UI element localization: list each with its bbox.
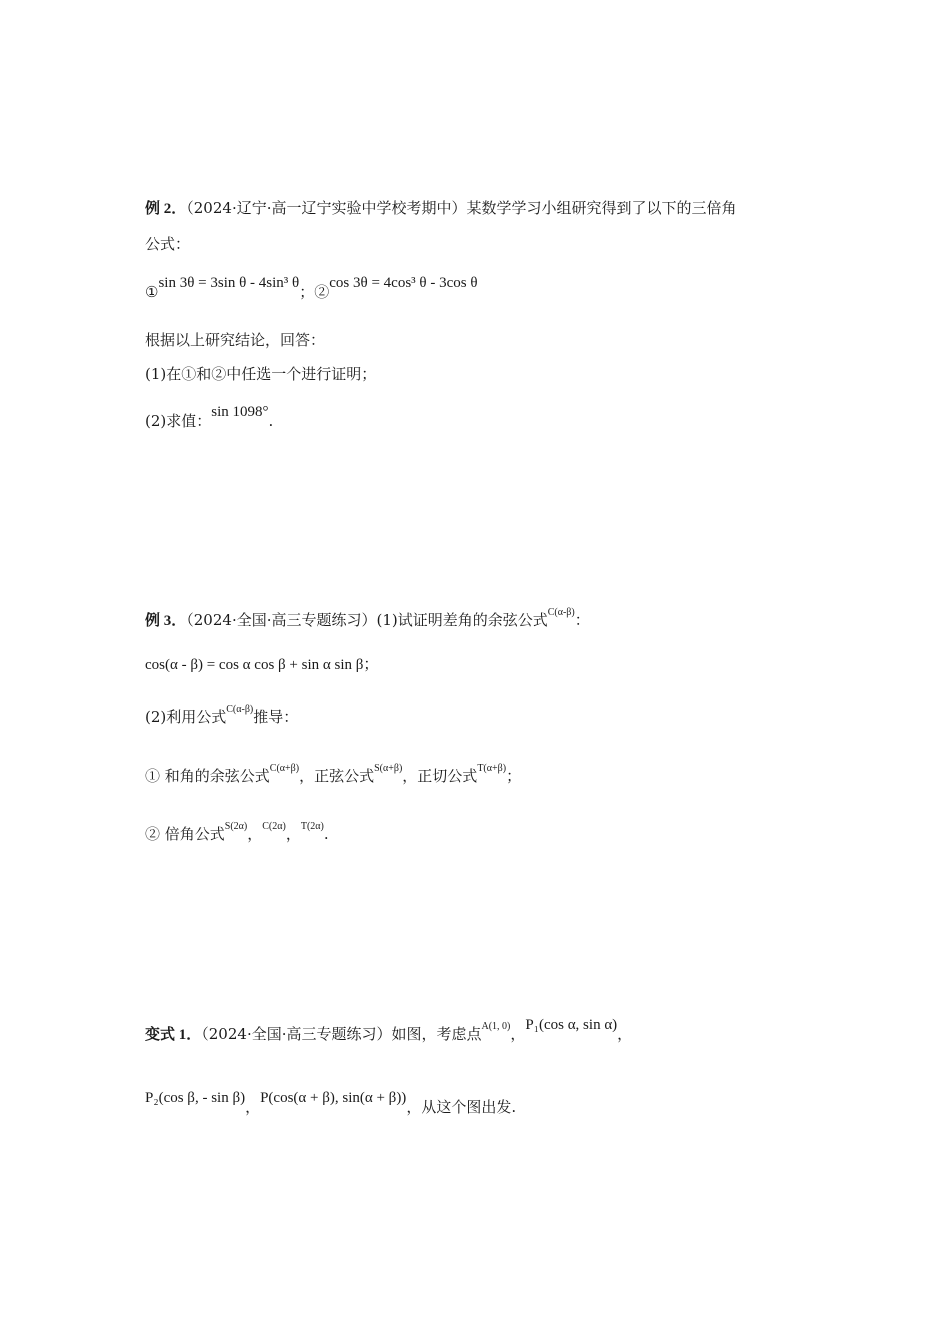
var1-line2 (145, 1090, 517, 1118)
var1-point-p: P(cos(α + β), sin(α + β)) (260, 1090, 407, 1106)
ex3-header (145, 607, 590, 633)
ex3-item2-t: T(2α) (300, 821, 324, 832)
ex2-source-intro: （2024·辽宁·高一辽宁实验中学校考期中）某数学学习小组研究得到了以下的三倍角 (186, 199, 737, 217)
var1-point-a: A(1, 0) (481, 1021, 511, 1032)
ex3-item1-mid2: ，正切公式 (402, 767, 478, 785)
ex3-item1 (145, 763, 522, 789)
ex2-line2: 公式： (145, 235, 191, 253)
var1-comma-1: ， (510, 1025, 526, 1043)
ex3-item2 (145, 821, 329, 847)
ex2-formula1: sin 3θ = 3sin θ - 4sin³ θ (158, 275, 300, 291)
var1-comma-2: ， (617, 1025, 633, 1043)
ex3-c-sub: C(α-β) (547, 607, 575, 618)
ex2-q1: (1)在①和②中任选一个进行证明； (145, 365, 377, 383)
ex3-formula-line (145, 654, 378, 675)
ex3-q2-prefix: (2)利用公式 (145, 708, 227, 726)
ex3-item1-end: ； (506, 767, 522, 785)
ex3-item1-mid1: ，正弦公式 (299, 767, 375, 785)
var1-label: 变式 1． (145, 1027, 202, 1043)
ex3-label: 例 3． (145, 613, 187, 629)
ex3-semicolon: ； (363, 655, 379, 673)
ex2-mark1: ① (145, 283, 159, 301)
ex3-q2-csub: C(α-β) (226, 704, 254, 715)
ex2-sep: ； (299, 283, 315, 301)
ex3-item2-prefix: ② 倍角公式 (145, 825, 225, 843)
ex3-item1-c: C(α+β) (269, 763, 300, 774)
ex3-item1-prefix: ① 和角的余弦公式 (145, 767, 270, 785)
ex2-label: 例 2． (145, 201, 187, 217)
ex2-q2 (145, 404, 274, 432)
ex3-q2-suffix: 推导： (253, 708, 299, 726)
ex2-formulas (145, 275, 478, 303)
ex2-intro: 根据以上研究结论，回答： (145, 331, 326, 349)
var1-point-p2: P₂(cos β, - sin β) (145, 1090, 246, 1106)
ex3-comma-2: ， (285, 825, 301, 843)
ex2-mark2: ② (314, 283, 330, 301)
ex3-item1-t: T(α+β) (477, 763, 507, 774)
ex2-formula2: cos 3θ = 4cos³ θ - 3cos θ (329, 275, 478, 291)
ex3-item1-s: S(α+β) (374, 763, 403, 774)
var1-point-p1: P₁(cos α, sin α) (525, 1017, 618, 1033)
ex3-colon: ： (574, 611, 590, 629)
var1-comma-3: ， (245, 1098, 261, 1116)
ex3-item2-s: S(2α) (224, 821, 248, 832)
ex2-q2-formula: sin 1098° (211, 404, 269, 420)
ex3-source-intro: （2024·全国·高三专题练习）(1)试证明差角的余弦公式 (186, 611, 548, 629)
ex2-header (145, 198, 736, 219)
ex3-comma-1: ， (247, 825, 263, 843)
var1-source-intro: （2024·全国·高三专题练习）如图，考虑点 (201, 1025, 482, 1043)
ex2-q2-prefix: (2)求值： (145, 412, 212, 430)
ex3-item2-c: C(2α) (262, 821, 286, 832)
var1-header (145, 1017, 633, 1047)
var1-tail: ，从这个图出发. (406, 1098, 517, 1116)
ex3-q2 (145, 704, 299, 730)
ex3-formula: cos(α - β) = cos α cos β + sin α sin β (145, 657, 364, 673)
ex2-q2-suffix: . (268, 412, 274, 430)
ex3-period: . (323, 825, 329, 843)
